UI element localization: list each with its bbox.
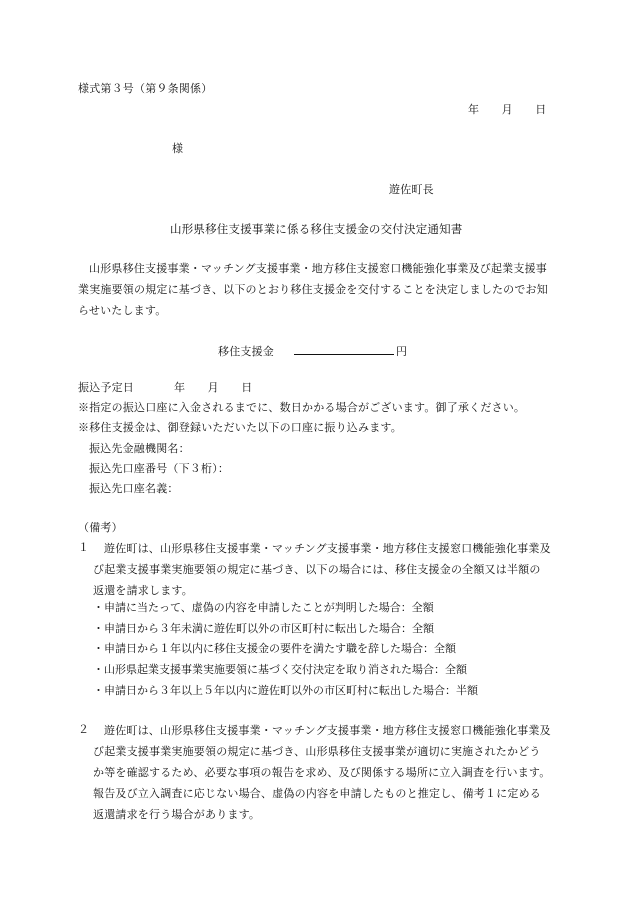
remark1-item: ・申請日から３年未満に遊佐町以外の市区町村に転出した場合：全額 [93, 622, 434, 635]
addressee-suffix: 様 [172, 142, 184, 155]
issue-date: 年 月 日 [468, 103, 547, 116]
remark1-item: ・申請に当たって、虚偽の内容を申請したことが判明した場合：全額 [93, 601, 434, 614]
intro-paragraph: 山形県移住支援事業・マッチング支援事業・地方移住支援窓口機能強化事業及び起業支援事業実施要領の規定に基づき、以下のとおり移住支援金を交付することを決定しましたのでお知らせいたします。 [78, 262, 548, 317]
bank-name-label: 振込先金融機関名： [89, 442, 190, 455]
amount-unit: 円 [396, 345, 408, 358]
remark2-number: ２ [78, 723, 90, 736]
amount-label: 移住支援金 [218, 345, 274, 358]
notice-deposit-delay: ※指定の振込口座に入金されるまでに、数日かかる場合がございます。御了承ください。 [78, 401, 526, 414]
transfer-label: 振込予定日 [78, 381, 134, 394]
form-number: 様式第３号（第９条関係） [78, 82, 213, 95]
amount-row [218, 341, 407, 362]
remark1-number: １ [78, 541, 90, 554]
remark1-text: 遊佐町は、山形県移住支援事業・マッチング支援事業・地方移住支援窓口機能強化事業及び起業支援事業実施要領の規定に基づき、以下の場合には、移住支援金の全額又は半額の返還を請求します。 [93, 542, 551, 597]
notice-registered-account: ※移住支援金は、御登録いただいた以下の口座に振り込みます。 [78, 421, 402, 434]
document-title: 山形県移住支援事業に係る移住支援金の交付決定通知書 [170, 222, 463, 236]
remarks-heading: （備考） [78, 521, 123, 534]
account-number-label: 振込先口座番号（下３桁）： [89, 462, 230, 475]
transfer-row [78, 378, 252, 398]
transfer-date: 年 月 日 [174, 381, 253, 394]
issuer: 遊佐町長 [389, 183, 434, 196]
remark1-item: ・申請日から３年以上５年以内に遊佐町以外の市区町村に転出した場合：半額 [93, 684, 478, 697]
remark1-item: ・申請日から１年以内に移住支援金の要件を満たす職を辞した場合：全額 [93, 642, 456, 655]
amount-blank[interactable] [294, 341, 394, 355]
account-name-label: 振込先口座名義： [89, 482, 179, 495]
remark2-text: 遊佐町は、山形県移住支援事業・マッチング支援事業・地方移住支援窓口機能強化事業及び起業支援事業実施要領の規定に基づき、山形県移住支援事業が適切に実施されたかどうか等を確認するため、必要な事項の報告を求め、及び関係する場所に立入調査を行います。報告及び立入調査に応じない場合、虚偽の内容を申請したものと推定し、備考１に定める返還請求を行う場合があります。 [93, 724, 551, 821]
remark1-item: ・山形県起業支援事業実施要領に基づく交付決定を取り消された場合：全額 [93, 663, 467, 676]
